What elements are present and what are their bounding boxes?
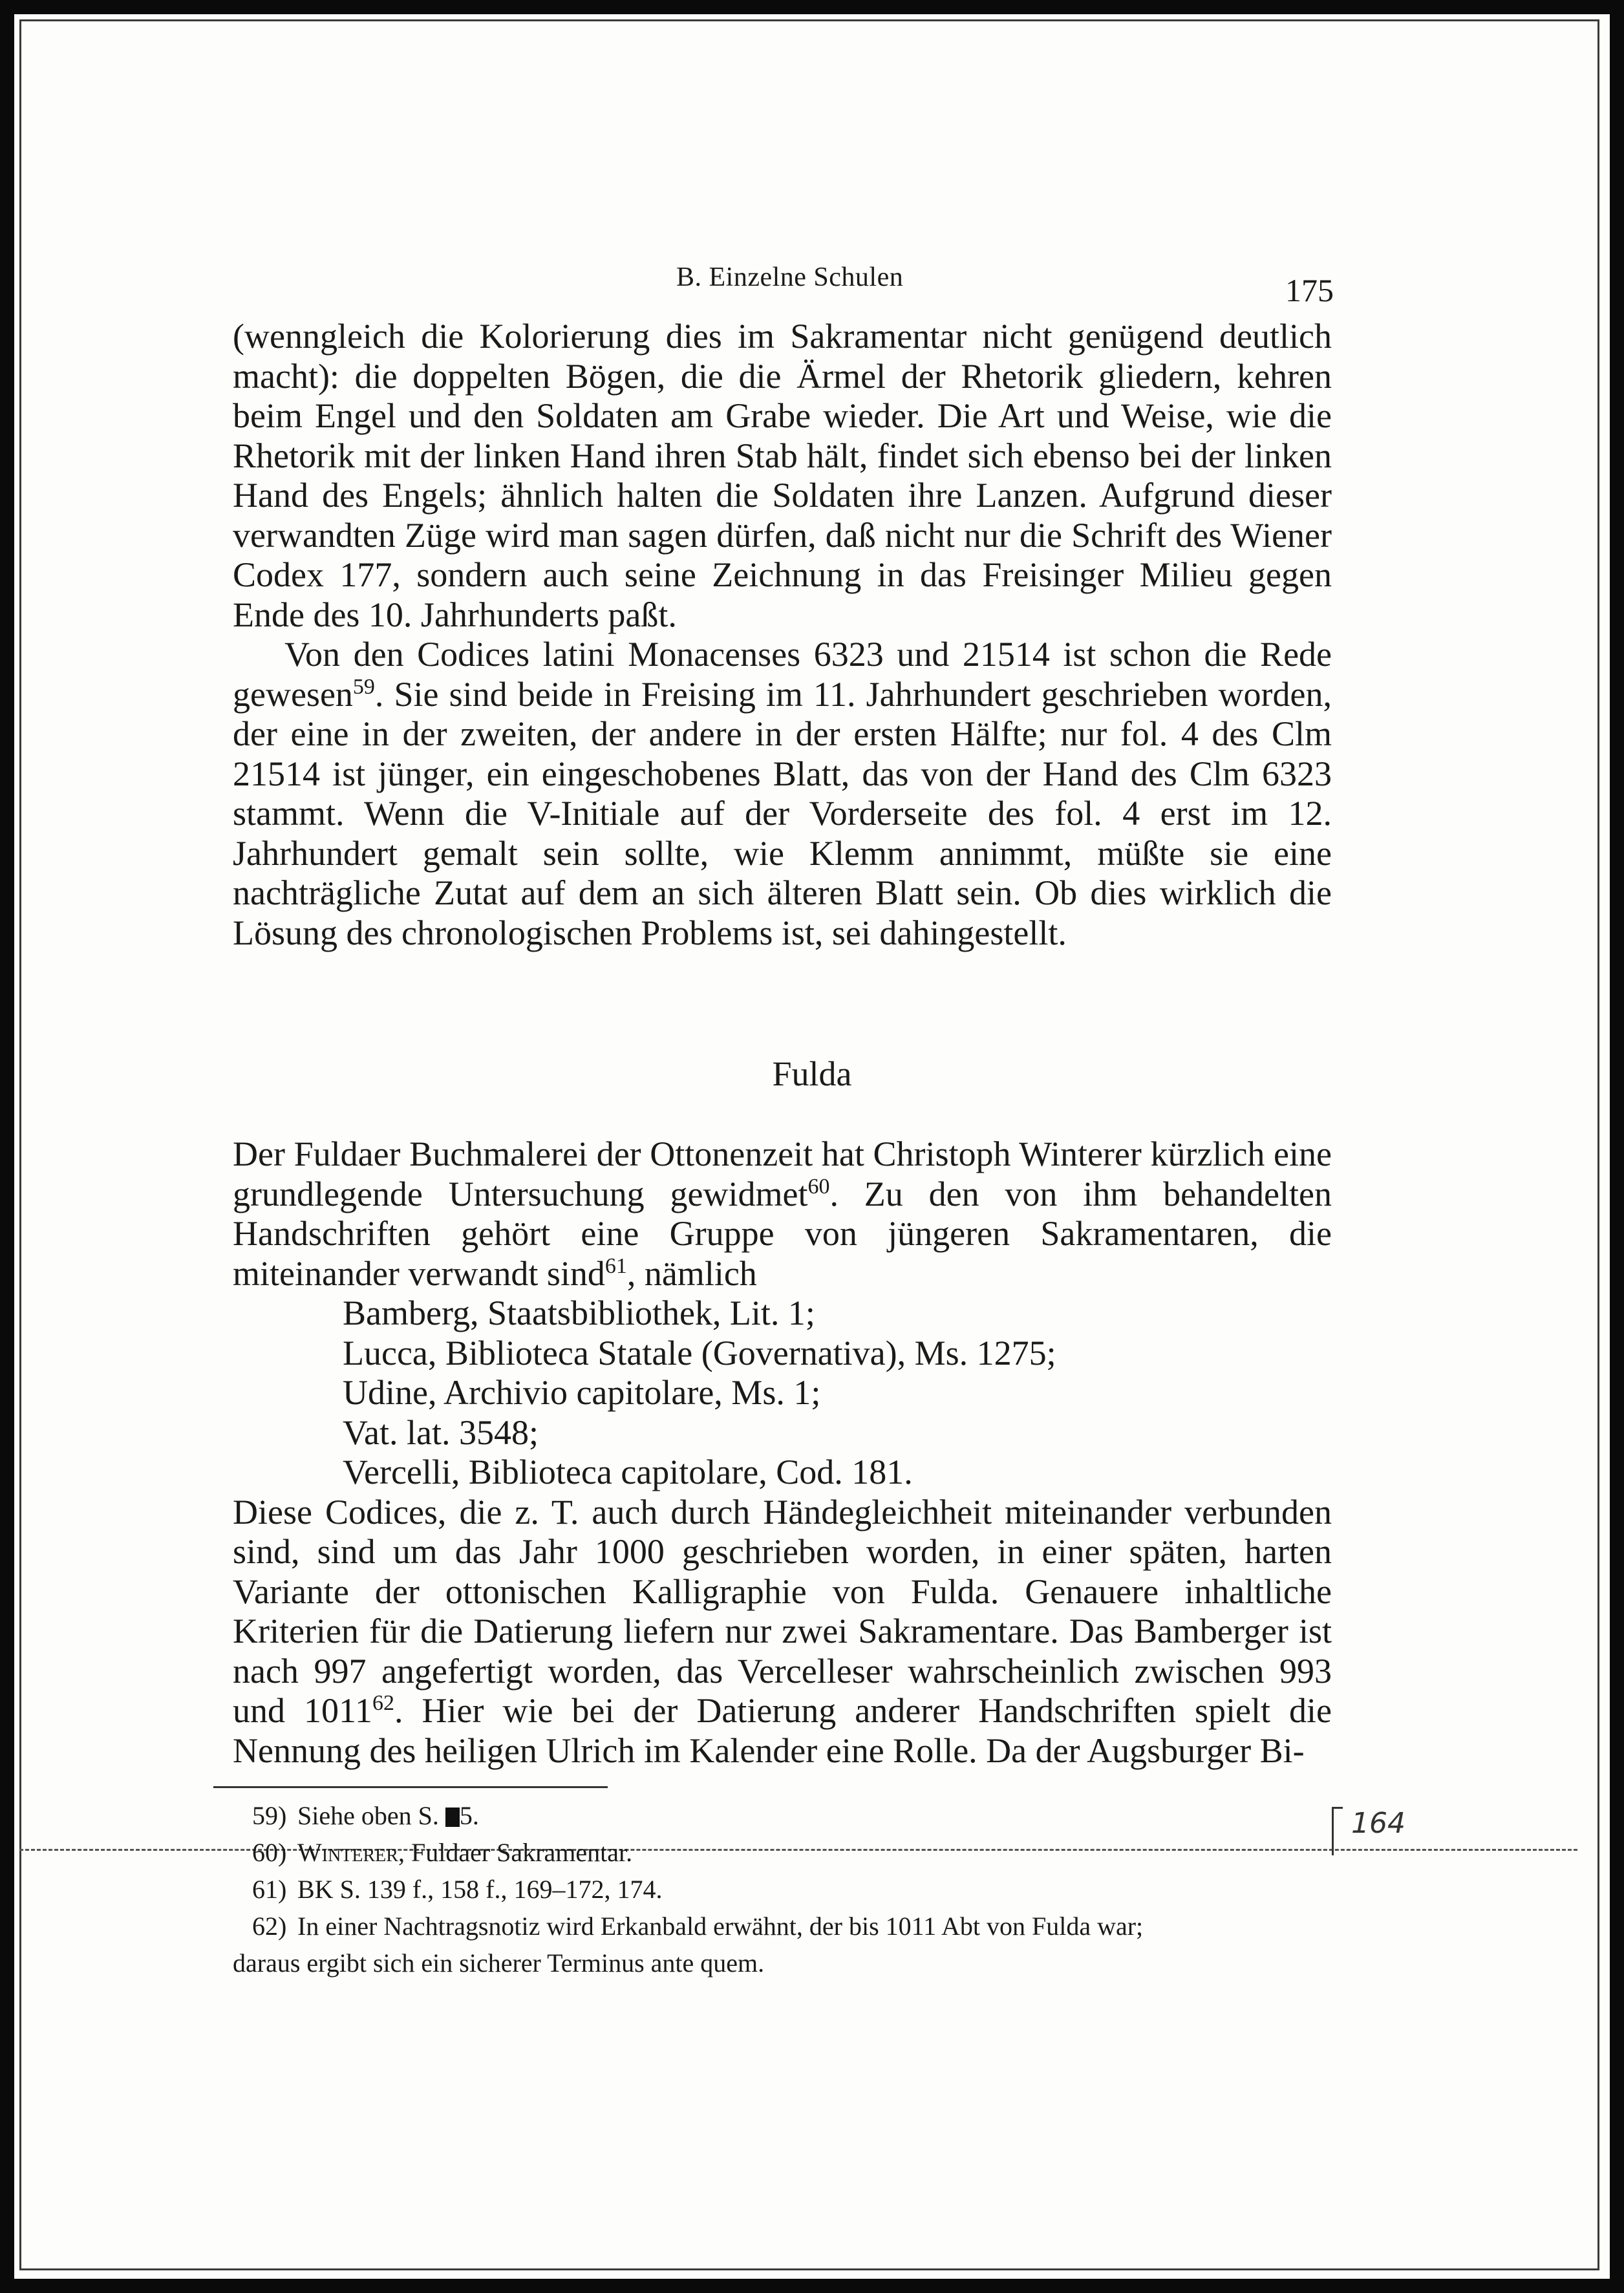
footnote-59 [233,1797,1345,1834]
manuscript-list [233,1294,1332,1493]
footnote-text: In einer Nachtragsnotiz wird Erkanbald erwähnt, der bis 1011 Abt von Fulda war; [297,1912,1144,1941]
paragraph-codices [233,635,1332,953]
footnote-61 [233,1871,1345,1908]
footnote-rule [213,1786,608,1788]
section-title: Fulda [772,1054,852,1093]
footnote-62-continued: daraus ergibt sich ein sicherer Terminus ante quem. [233,1948,765,1978]
footnote-text: Siehe oben S. [297,1801,439,1830]
paragraph-text: . Sie sind beide in Freising im 11. Jahrhundert geschrieben worden, der eine in der zweiten, der andere in der ersten Hälfte; nur fol. 4 des Clm 21514 ist jünger, ein eingeschobenes Blatt, das von der Hand des Clm 6323 stammt. Wenn die V-Initiale auf der Vorderseite des fol. 4 erst im 12. Jahrhundert gemalt sein sollte, wie Klemm annimmt, müßte sie eine nachträgliche Zutat auf dem an sich älteren Blatt sein. Ob dies wirklich die Lösung des chronologischen Problems ist, sei dahingestellt. [233,674,1332,952]
footnote-text: , Fuldaer Sakramentar. [398,1838,633,1867]
margin-note-text: 164 [1351,1807,1405,1840]
footnote-ref: 61 [604,1253,627,1278]
footnote-page-mark: 5 [459,1801,473,1830]
footnote-number: 59) [252,1801,287,1830]
paragraph-text: Diese Codices, die z. T. auch durch Händegleichheit miteinander verbunden sind, sind um das Jahr 1000 geschrieben worden, in einer späten, harten Variante der ottonischen Kalligraphie von Fulda. Genauere inhaltliche Kriterien für die Datierung liefern nur zwei Sakramentare. Das Bamberger ist nach 997 angefertigt worden, das Vercelleser wahrscheinlich zwischen 993 und 1011 [233,1492,1332,1730]
paragraph-closing [233,1493,1332,1771]
paragraph-intro [233,1135,1332,1294]
list-item: Vat. lat. 3548; [343,1413,539,1452]
footnote-author: Winterer [297,1838,398,1867]
footnote-number: 62) [252,1912,287,1941]
list-item: Udine, Archivio capitolare, Ms. 1; [343,1373,821,1412]
paragraph-continued: (wenngleich die Kolorierung dies im Sakramentar nicht genügend deutlich macht): die doppelten Bögen, die die Ärmel der Rhetorik gliedern, kehren beim Engel und den Soldaten am Grabe wieder. Die Art und Weise, wie die Rhetorik mit der linken Hand ihren Stab hält, findet sich ebenso bei der linken Hand des Engels; ähnlich halten die Soldaten ihre Lanzen. Aufgrund dieser verwandten Züge wird man sagen dürfen, daß nicht nur die Schrift des Wiener Codex 177, sondern auch seine Zeichnung in das Freisinger Milieu gegen Ende des 10. Jahrhunderts paßt. [233,317,1332,634]
footnote-ref: 60 [807,1174,830,1199]
footnote-number: 60) [252,1838,287,1867]
running-head: B. Einzelne Schulen [676,262,904,292]
footnote-60 [233,1834,1345,1871]
footnote-62 [233,1908,1345,1945]
footnote-text: . [472,1801,479,1830]
paragraph-text: Von den Codices latini Monacenses 6323 und 21514 ist schon die Rede gewesen [233,635,1332,714]
footnote-ref: 59 [352,674,375,699]
top-text-block [233,317,1332,953]
footnote-text: BK S. 139 f., 158 f., 169–172, 174. [297,1875,663,1904]
margin-bracket [1332,1807,1343,1855]
footnote-ref: 62 [372,1691,394,1715]
paragraph-text: . Zu den von ihm behandelten Handschriften gehört eine Gruppe von jüngeren Sakramentaren, die miteinander verwandt sind [233,1174,1332,1293]
fulda-text-block [233,1135,1332,1771]
list-item: Vercelli, Biblioteca capitolare, Cod. 181. [343,1453,913,1491]
footnote-number: 61) [252,1875,287,1904]
list-item: Bamberg, Staatsbibliothek, Lit. 1; [343,1294,815,1332]
paragraph-text: Der Fuldaer Buchmalerei der Ottonenzeit hat Christoph Winterer kürzlich eine grundlegende Untersuchung gewidmet [233,1135,1332,1213]
handwritten-margin-note [1332,1807,1429,1853]
paragraph-text: . Hier wie bei der Datierung anderer Handschriften spielt die Nennung des heiligen Ulrich im Kalender eine Rolle. Da der Augsburger Bi- [233,1691,1332,1770]
list-item: Lucca, Biblioteca Statale (Governativa), Ms. 1275; [343,1333,1056,1372]
page-number: 175 [1285,272,1334,308]
footnotes [233,1797,1345,1981]
paragraph-text: , nämlich [626,1253,757,1293]
redaction-mark [445,1808,460,1827]
